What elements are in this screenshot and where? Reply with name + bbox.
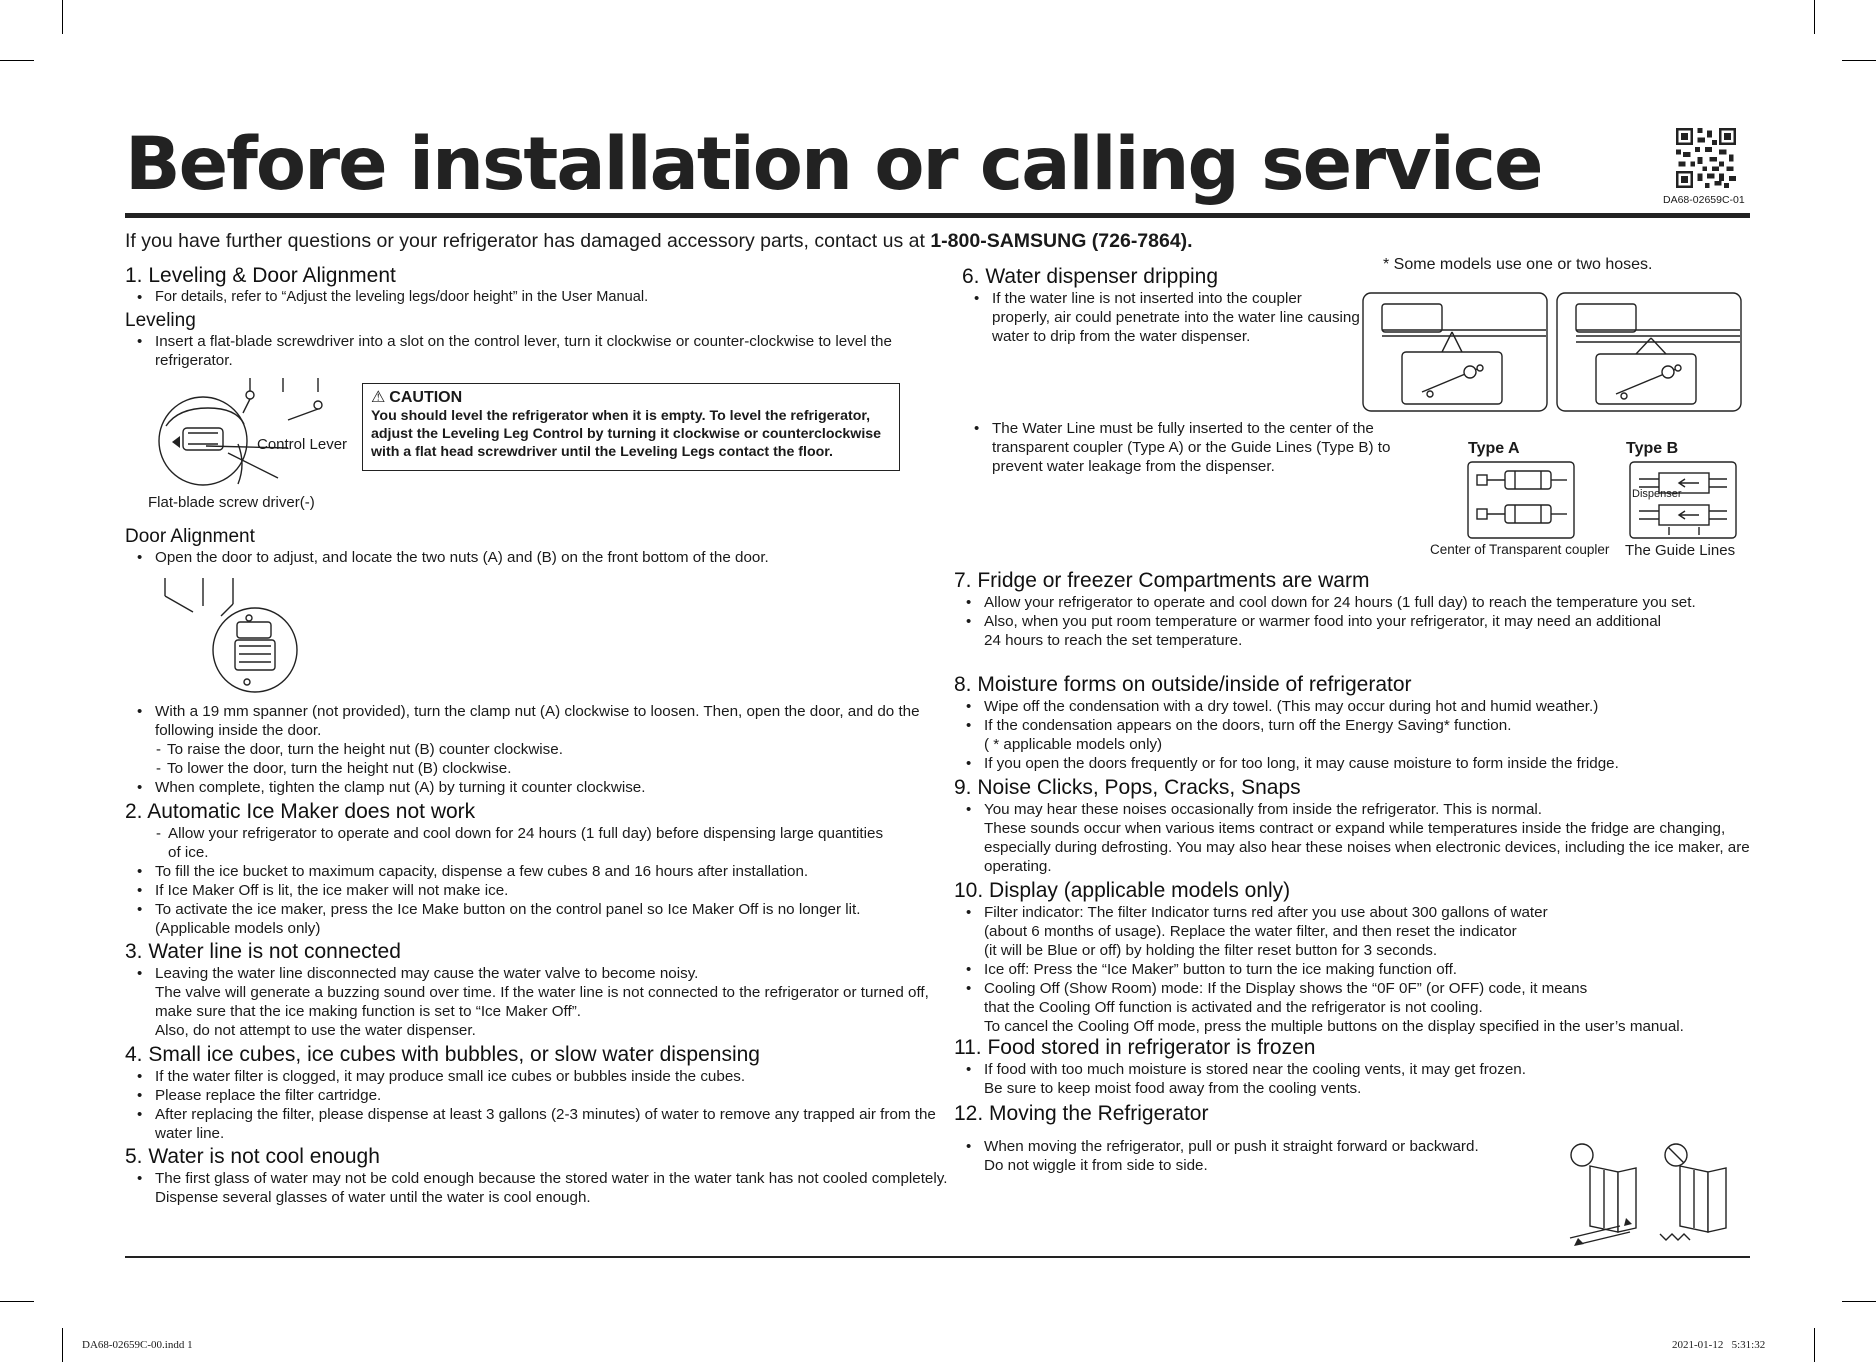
intro-text [125, 230, 1193, 253]
title-rule [125, 213, 1750, 218]
coupler-illustration-one-hose [1362, 292, 1548, 412]
list-item: • Please replace the filter cartridge. [125, 1086, 935, 1105]
list-item: • Wipe off the condensation with a dry towel. (This may occur during hot and humid weather.) [954, 697, 1754, 716]
caution-header [371, 389, 891, 407]
caution-box [362, 383, 900, 471]
list-item [125, 964, 945, 1040]
subsection-heading: Door Alignment [125, 526, 255, 547]
crop-mark [0, 60, 34, 61]
list-item: - Allow your refrigerator to operate and cool down for 24 hours (1 full day) before dispensing large quantities of ice. [125, 824, 888, 862]
section-heading: 10. Display (applicable models only) [954, 879, 1291, 902]
section-heading: 6. Water dispenser dripping [962, 265, 1219, 288]
list-item: • With a 19 mm spanner (not provided), turn the clamp nut (A) clockwise to loosen. Then, open the door, and do the following inside the door. [125, 702, 935, 740]
crop-mark [62, 0, 63, 34]
page-title: Before installation or calling service [125, 122, 1542, 207]
intro-prefix: If you have further questions or your refrigerator has damaged accessory parts, contact us at [125, 230, 931, 252]
section-7 [954, 569, 1754, 650]
door-alignment-illustration [163, 578, 303, 696]
section-11 [954, 1036, 1754, 1098]
coupler-illustration-two-hoses [1556, 292, 1742, 412]
screwdriver-label: Flat-blade screw driver(-) [148, 494, 315, 511]
warning-icon: ⚠ [371, 389, 386, 406]
list-item: • The first glass of water may not be cold enough because the stored water in the water tank has not cooled completely. Dispense several glasses of water until the water is cool enough. [125, 1169, 955, 1207]
section-heading: 1. Leveling & Door Alignment [125, 264, 396, 287]
list-item: - To lower the door, turn the height nut (B) clockwise. [125, 759, 925, 778]
section-heading: 3. Water line is not connected [125, 940, 401, 963]
section-3 [125, 940, 935, 1040]
section-heading: 11. Food stored in refrigerator is frozen [954, 1036, 1316, 1059]
list-item: • Insert a flat-blade screwdriver into a slot on the control lever, turn it clockwise or counter-clockwise to level the refrigerator. [125, 332, 935, 370]
list-item [954, 1137, 1554, 1175]
section-heading: 4. Small ice cubes, ice cubes with bubbles, or slow water dispensing [125, 1043, 760, 1066]
door-steps [125, 702, 925, 797]
list-item: • Ice off: Press the “Ice Maker” button to turn the ice making function off. [954, 960, 1754, 979]
type-b-label: Type B [1626, 440, 1679, 457]
bottom-rule [125, 1256, 1750, 1258]
list-item-line: Do not wiggle it from side to side. [984, 1157, 1208, 1174]
list-item-line: Also, do not attempt to use the water dispenser. [155, 1022, 476, 1039]
list-item [954, 1060, 1754, 1098]
crop-mark [62, 1328, 63, 1362]
dispenser-label: Dispenser [1632, 488, 1682, 500]
section-2 [125, 800, 925, 938]
footer-file-name: DA68-02659C-00.indd 1 [82, 1339, 193, 1351]
section-10 [954, 879, 1754, 1036]
section-heading: 8. Moisture forms on outside/inside of refrigerator [954, 673, 1412, 696]
list-item-line: • Leaving the water line disconnected may cause the water valve to become noisy. [155, 965, 699, 982]
list-item-line: Be sure to keep moist food away from the cooling vents. [984, 1080, 1362, 1097]
section-heading: 12. Moving the Refrigerator [954, 1102, 1209, 1125]
caution-title: CAUTION [389, 389, 463, 406]
list-item: • To fill the ice bucket to maximum capacity, dispense a few cubes 8 and 16 hours after installation. [125, 862, 925, 881]
list-item: • If the water filter is clogged, it may produce small ice cubes or bubbles inside the cubes. [125, 1067, 935, 1086]
crop-mark [1814, 1328, 1815, 1362]
type-a-label: Type A [1468, 440, 1520, 457]
section-heading: 9. Noise Clicks, Pops, Cracks, Snaps [954, 776, 1301, 799]
document-code: DA68-02659C-01 [1663, 194, 1745, 206]
list-item: • After replacing the filter, please dispense at least 3 gallons (2-3 minutes) of water to remove any trapped air from the water line. [125, 1105, 945, 1143]
list-item-line: To cancel the Cooling Off mode, press the multiple buttons on the display specified in the user’s manual. [984, 1018, 1684, 1035]
list-item-line: (it will be Blue or off) by holding the filter reset button for 3 seconds. [984, 942, 1438, 959]
list-item [954, 903, 1754, 960]
list-item: - To raise the door, turn the height nut (B) counter clockwise. [125, 740, 925, 759]
section-9 [954, 776, 1754, 876]
list-item: • If Ice Maker Off is lit, the ice maker will not make ice. [125, 881, 925, 900]
type-b-coupler-illustration [1629, 461, 1737, 539]
list-item [954, 800, 1784, 876]
type-a-coupler-illustration [1467, 461, 1575, 539]
footer-timestamp: 2021-01-12 5:31:32 [1672, 1339, 1766, 1351]
list-item: • For details, refer to “Adjust the leveling legs/door height” in the User Manual. [125, 288, 925, 307]
leveling-illustration [148, 378, 363, 488]
door-alignment [125, 526, 925, 567]
type-a-caption: Center of Transparent coupler [1430, 542, 1610, 557]
list-item [954, 979, 1754, 1036]
type-b-caption: The Guide Lines [1625, 542, 1736, 559]
list-item: • If you open the doors frequently or for too long, it may cause moisture to form inside the fridge. [954, 754, 1754, 773]
section-5 [125, 1145, 948, 1207]
section-8 [954, 673, 1754, 773]
list-item-line: These sounds occur when various items contract or expand while temperatures inside the fridge are changing, especially during defrosting. You may also hear these noises when electronic devices, including the ice maker, are operating. [984, 820, 1750, 875]
section-1 [125, 264, 925, 370]
list-item-line: • If food with too much moisture is stored near the cooling vents, it may get frozen. [984, 1061, 1526, 1078]
section-heading: 7. Fridge or freezer Compartments are warm [954, 569, 1370, 592]
caution-text: You should level the refrigerator when it is empty. To level the refrigerator, adjust the Leveling Leg Control by turning it clockwise or counterclockwise with a flat head screwdriver until the Leveling Legs contact the floor. [371, 408, 882, 460]
list-item: • The Water Line must be fully inserted to the center of the transparent coupler (Type A) or the Guide Lines (Type B) to prevent water leakage from the dispenser. [962, 419, 1412, 476]
crop-mark [1842, 60, 1876, 61]
list-item-line: • Filter indicator: The filter Indicator turns red after you use about 300 gallons of water [984, 904, 1548, 921]
list-item-line: ( * applicable models only) [984, 736, 1163, 753]
list-item: • Allow your refrigerator to operate and cool down for 24 hours (1 full day) to reach the temperature you set. [954, 593, 1764, 612]
control-lever-label: Control Lever [257, 436, 348, 453]
list-item: • Also, when you put room temperature or warmer food into your refrigerator, it may need an additional 24 hours to reach the set temperature. [954, 612, 1664, 650]
section-heading: 2. Automatic Ice Maker does not work [125, 800, 476, 823]
crop-mark [0, 1301, 34, 1302]
section-6 [962, 265, 1382, 346]
list-item: • Open the door to adjust, and locate the two nuts (A) and (B) on the front bottom of the door. [125, 548, 925, 567]
list-item-line: The valve will generate a buzzing sound over time. If the water line is not connected to the refrigerator or turned off, make sure that the ice making function is set to “Ice Maker Off”. [155, 984, 929, 1020]
crop-mark [1842, 1301, 1876, 1302]
list-item: • To activate the ice maker, press the Ice Make button on the control panel so Ice Maker Off is no longer lit. (Applicable models only) [125, 900, 935, 938]
moving-refrigerator-illustration [1560, 1142, 1745, 1250]
section-heading: 5. Water is not cool enough [125, 1145, 380, 1168]
subsection-heading: Leveling [125, 310, 196, 331]
section-4 [125, 1043, 935, 1143]
list-item: • If the water line is not inserted into the coupler properly, air could penetrate into the water line causing water to drip from the water dispenser. [962, 289, 1362, 346]
list-item-line: (about 6 months of usage). Replace the water filter, and then reset the indicator [984, 923, 1517, 940]
list-item-line: • If the condensation appears on the doors, turn off the Energy Saving* function. [984, 717, 1512, 734]
list-item-line: • You may hear these noises occasionally from inside the refrigerator. This is normal. [984, 801, 1542, 818]
list-item-line: • Cooling Off (Show Room) mode: If the Display shows the “0F 0F” (or OFF) code, it means [984, 980, 1588, 997]
hose-note: * Some models use one or two hoses. [1383, 256, 1653, 273]
qr-code-icon [1676, 128, 1736, 188]
list-item-line: • When moving the refrigerator, pull or push it straight forward or backward. [984, 1138, 1479, 1155]
list-item-line: that the Cooling Off function is activated and the refrigerator is not cooling. [984, 999, 1483, 1016]
list-item: • When complete, tighten the clamp nut (A) by turning it counter clockwise. [125, 778, 925, 797]
support-phone: 1-800-SAMSUNG (726-7864). [930, 230, 1193, 252]
section-6-b2 [962, 419, 1392, 476]
crop-mark [1814, 0, 1815, 34]
section-12 [954, 1102, 1554, 1175]
list-item [954, 716, 1754, 754]
